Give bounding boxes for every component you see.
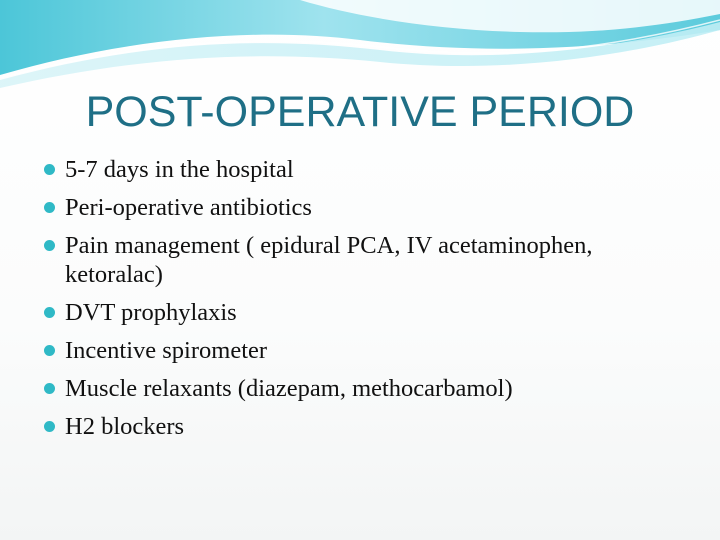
bullet-text: H2 blockers bbox=[65, 413, 185, 440]
bullet-text: Pain management ( epidural PCA, IV acetaminophen, ketoralac) bbox=[65, 232, 593, 288]
bullet-text: Incentive spirometer bbox=[65, 337, 268, 364]
bullet-dot-icon bbox=[44, 383, 55, 394]
bullet-dot-icon bbox=[44, 345, 55, 356]
bullet-text: 5-7 days in the hospital bbox=[65, 156, 294, 183]
bullet-text: DVT prophylaxis bbox=[65, 299, 237, 326]
bullet-dot-icon bbox=[44, 202, 55, 213]
bullet-text: Muscle relaxants (diazepam, methocarbamol) bbox=[65, 375, 513, 402]
bullet-dot-icon bbox=[44, 307, 55, 318]
bullet-item bbox=[44, 231, 684, 289]
bullet-item bbox=[44, 336, 684, 365]
bullet-item bbox=[44, 412, 684, 441]
bullet-list bbox=[44, 155, 684, 450]
header-wave-decoration bbox=[0, 0, 720, 90]
slide-title: POST-OPERATIVE PERIOD bbox=[85, 88, 635, 136]
bullet-item bbox=[44, 155, 684, 184]
bullet-dot-icon bbox=[44, 240, 55, 251]
bullet-text: Peri-operative antibiotics bbox=[65, 194, 312, 221]
bullet-dot-icon bbox=[44, 421, 55, 432]
bullet-item bbox=[44, 193, 684, 222]
bullet-item bbox=[44, 374, 684, 403]
bullet-item bbox=[44, 298, 684, 327]
bullet-dot-icon bbox=[44, 164, 55, 175]
